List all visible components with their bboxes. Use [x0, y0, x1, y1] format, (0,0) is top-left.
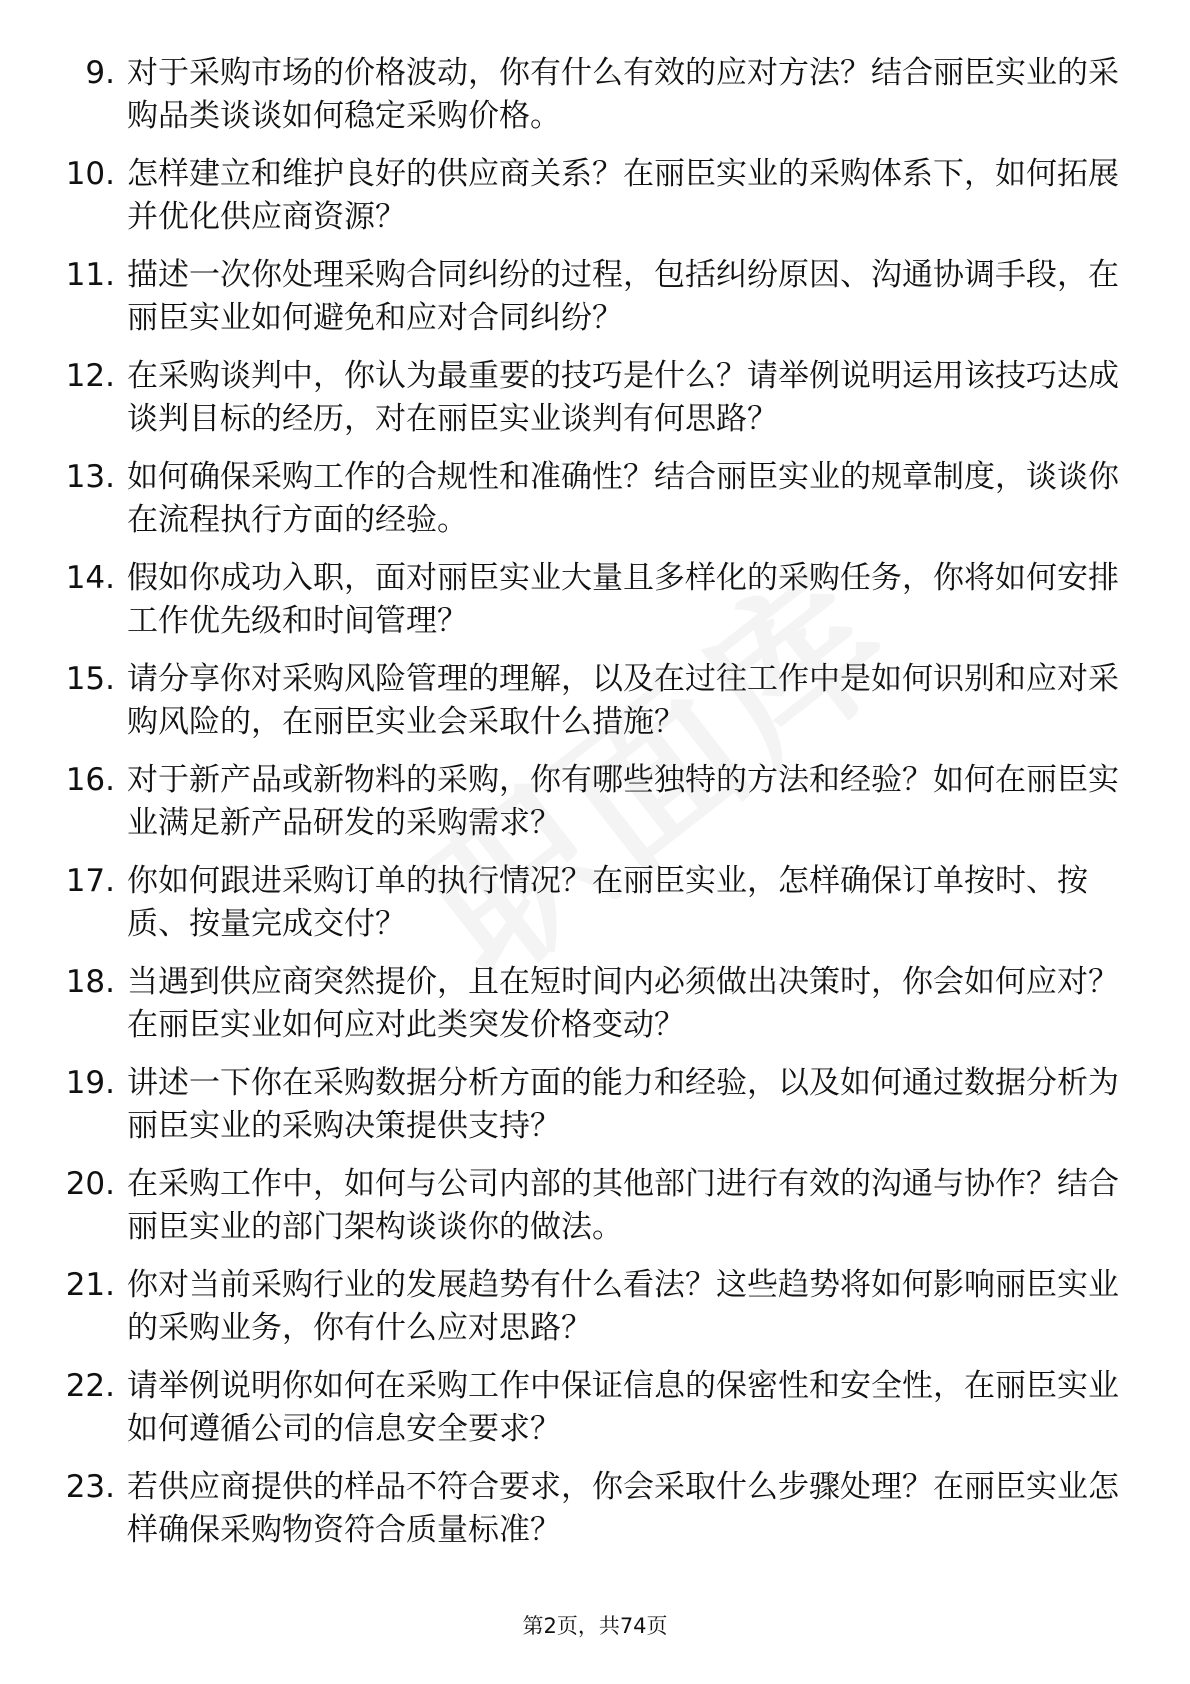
list-item: [55, 860, 1125, 946]
list-item: [55, 1163, 1125, 1249]
question-text: 对于采购市场的价格波动，你有什么有效的应对方法？结合丽臣实业的采购品类谈谈如何稳定采购价格。: [127, 55, 1119, 134]
list-item: [55, 961, 1125, 1047]
question-number: 9.: [85, 55, 115, 91]
question-text: 讲述一下你在采购数据分析方面的能力和经验，以及如何通过数据分析为丽臣实业的采购决策提供支持？: [127, 1065, 1119, 1144]
page-number: 第2页，共74页: [522, 1614, 668, 1638]
list-item: [55, 1365, 1125, 1451]
question-text: 怎样建立和维护良好的供应商关系？在丽臣实业的采购体系下，如何拓展并优化供应商资源？: [127, 156, 1119, 235]
question-text: 当遇到供应商突然提价，且在短时间内必须做出决策时，你会如何应对？在丽臣实业如何应对此类突发价格变动？: [127, 964, 1119, 1043]
question-text: 在采购工作中，如何与公司内部的其他部门进行有效的沟通与协作？结合丽臣实业的部门架构谈谈你的做法。: [127, 1166, 1119, 1245]
question-number: 13.: [65, 459, 115, 495]
list-item: [55, 52, 1125, 138]
question-number: 23.: [65, 1469, 115, 1505]
question-text: 对于新产品或新物料的采购，你有哪些独特的方法和经验？如何在丽臣实业满足新产品研发的采购需求？: [127, 762, 1119, 841]
question-number: 20.: [65, 1166, 115, 1202]
question-number: 18.: [65, 964, 115, 1000]
list-item: [55, 1264, 1125, 1350]
question-number: 21.: [65, 1267, 115, 1303]
list-item: [55, 456, 1125, 542]
list-item: [55, 1466, 1125, 1552]
question-text: 若供应商提供的样品不符合要求，你会采取什么步骤处理？在丽臣实业怎样确保采购物资符合质量标准？: [127, 1469, 1119, 1548]
list-item: [55, 254, 1125, 340]
question-text: 请举例说明你如何在采购工作中保证信息的保密性和安全性，在丽臣实业如何遵循公司的信息安全要求？: [127, 1368, 1119, 1447]
list-item: [55, 557, 1125, 643]
question-number: 16.: [65, 762, 115, 798]
question-text: 在采购谈判中，你认为最重要的技巧是什么？请举例说明运用该技巧达成谈判目标的经历，对在丽臣实业谈判有何思路？: [127, 358, 1119, 437]
list-item: [55, 658, 1125, 744]
question-list: [55, 52, 1125, 1567]
list-item: [55, 355, 1125, 441]
question-number: 22.: [65, 1368, 115, 1404]
question-text: 假如你成功入职，面对丽臣实业大量且多样化的采购任务，你将如何安排工作优先级和时间管理？: [127, 560, 1119, 639]
list-item: [55, 759, 1125, 845]
question-text: 请分享你对采购风险管理的理解，以及在过往工作中是如何识别和应对采购风险的，在丽臣实业会采取什么措施？: [127, 661, 1119, 740]
question-text: 你对当前采购行业的发展趋势有什么看法？这些趋势将如何影响丽臣实业的采购业务，你有什么应对思路？: [127, 1267, 1119, 1346]
question-text: 如何确保采购工作的合规性和准确性？结合丽臣实业的规章制度，谈谈你在流程执行方面的经验。: [127, 459, 1119, 538]
question-number: 12.: [65, 358, 115, 394]
question-number: 10.: [65, 156, 115, 192]
list-item: [55, 153, 1125, 239]
question-number: 17.: [65, 863, 115, 899]
list-item: [55, 1062, 1125, 1148]
question-number: 15.: [65, 661, 115, 697]
question-number: 14.: [65, 560, 115, 596]
question-number: 19.: [65, 1065, 115, 1101]
question-text: 描述一次你处理采购合同纠纷的过程，包括纠纷原因、沟通协调手段，在丽臣实业如何避免和应对合同纠纷？: [127, 257, 1119, 336]
question-text: 你如何跟进采购订单的执行情况？在丽臣实业，怎样确保订单按时、按质、按量完成交付？: [127, 863, 1088, 942]
question-number: 11.: [65, 257, 115, 293]
